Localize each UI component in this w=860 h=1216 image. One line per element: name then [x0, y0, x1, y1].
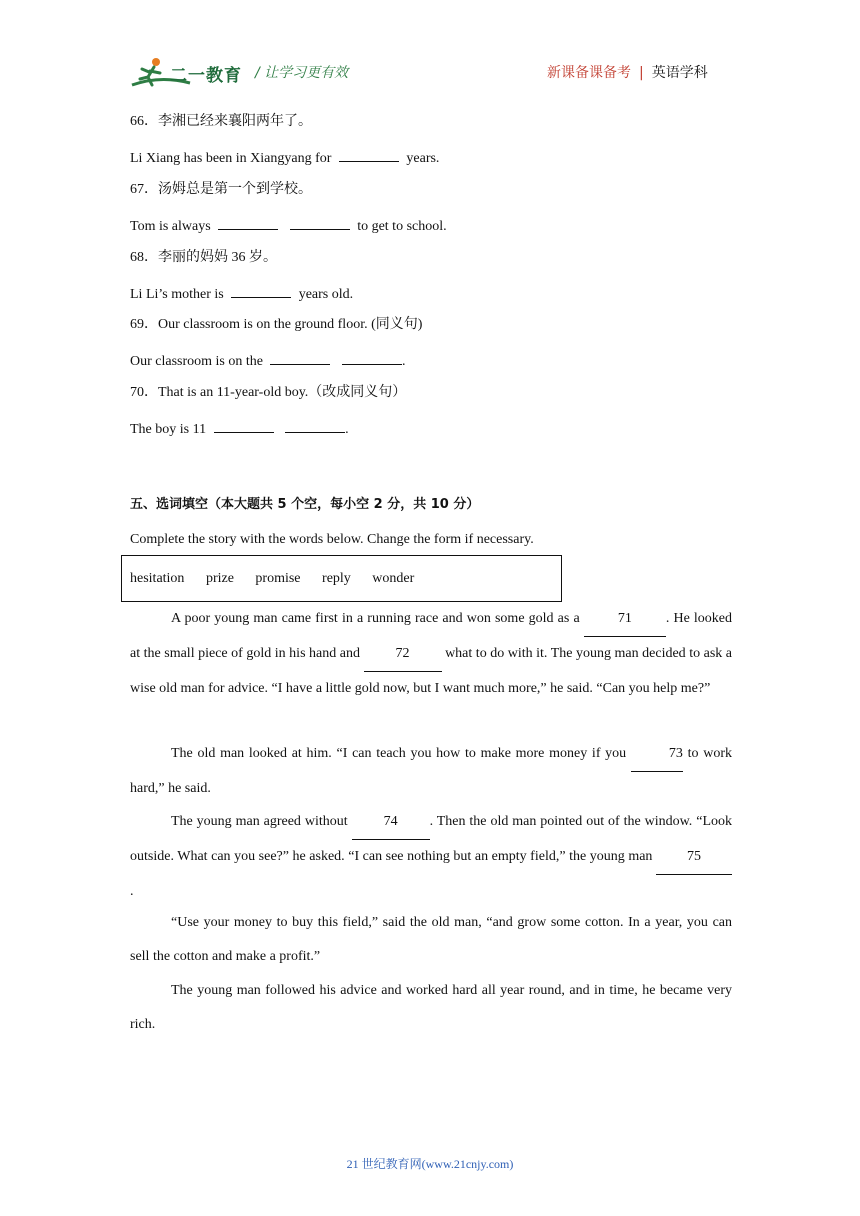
paragraph-text: The young man agreed without [171, 814, 348, 829]
story-paragraph-1 [130, 602, 732, 706]
question-66-en [130, 147, 439, 168]
word-bank-list [130, 571, 432, 587]
question-70-en-before: The boy is 11 [130, 422, 207, 437]
story-paragraph-5 [130, 974, 732, 1042]
page-footer: 21 世纪教育网(www.21cnjy.com) [346, 1157, 514, 1171]
question-66-en-before: Li Xiang has been in Xiangyang for [130, 151, 332, 166]
question-68-en-after: years old. [298, 287, 354, 302]
word-bank-item: reply [322, 571, 351, 586]
question-67-en-after: to get to school. [357, 219, 447, 234]
blank-75[interactable]: 75 [656, 840, 732, 875]
story-paragraph-3 [130, 805, 732, 909]
answer-blank[interactable] [231, 283, 291, 298]
blank-74[interactable]: 74 [352, 805, 430, 840]
paragraph-text: The young man followed his advice and worked hard all year round, and in time, he became very rich. [130, 983, 732, 1032]
section-5-title: 五、选词填空（本大题共 5 个空，每小空 2 分，共 10 分） [130, 497, 480, 512]
question-69-en [130, 350, 405, 371]
story-paragraph-2 [130, 737, 732, 806]
question-69-en-after: . [401, 354, 406, 369]
question-68-en-before: Li Li’s mother is [130, 287, 224, 302]
question-70-en-after: . [345, 422, 349, 437]
header-separator: | [639, 65, 644, 81]
question-66-en-after: years. [406, 151, 440, 166]
paragraph-text: “Use your money to buy this field,” said the old man, “and grow some cotton. In a year, you can sell the cotton and make a profit.” [130, 915, 732, 964]
paragraph-text: . Then the old man pointed out of the window. “Look outside. What can you see?” he asked. “I can see nothing but an empty field,” the young man [130, 814, 732, 864]
section-5-instruction: Complete the story with the words below. Change the form if necessary. [130, 532, 534, 547]
question-67-en-before: Tom is always [130, 219, 211, 234]
word-bank [121, 555, 562, 602]
answer-blank[interactable] [342, 350, 402, 365]
header-right [547, 62, 708, 82]
question-69-cn: 69．Our classroom is on the ground floor. (同义句) [130, 317, 423, 332]
word-bank-item: wonder [372, 571, 415, 586]
answer-blank[interactable] [290, 215, 350, 230]
logo-text: 二一教育 [170, 66, 242, 86]
question-70-en [130, 418, 349, 439]
slogan: / 让学习更有效 [255, 65, 349, 81]
word-bank-item: prize [205, 571, 234, 586]
word-bank-item: hesitation [130, 571, 185, 586]
question-66-cn: 66．李湘已经来襄阳两年了。 [130, 114, 312, 129]
answer-blank[interactable] [339, 147, 399, 162]
paragraph-text: . He looked at the small piece of gold in his hand and [130, 611, 733, 661]
story-paragraph-4 [130, 906, 732, 974]
paragraph-text: . [130, 884, 134, 899]
answer-blank[interactable] [214, 418, 274, 433]
header-course-label: 新课备课备考 [547, 65, 631, 81]
question-70-cn: 70．That is an 11-year-old boy.（改成同义句） [130, 385, 407, 400]
paragraph-text: A poor young man came first in a running race and won some gold as a [171, 611, 580, 626]
header-subject: 英语学科 [651, 65, 708, 81]
question-69-en-before: Our classroom is on the [130, 354, 263, 369]
question-68-cn: 68．李丽的妈妈 36 岁。 [130, 250, 277, 265]
blank-71[interactable]: 71 [584, 602, 666, 637]
page-header [0, 0, 860, 100]
question-67-en [130, 215, 447, 236]
blank-72[interactable]: 72 [364, 637, 442, 672]
paragraph-text: to work hard,” he said. [130, 746, 732, 796]
question-67-cn: 67．汤姆总是第一个到学校。 [130, 182, 312, 197]
question-68-en [130, 283, 353, 304]
answer-blank[interactable] [218, 215, 278, 230]
paragraph-text: what to do with it. The young man decided to ask a wise old man for advice. “I have a little gold now, but I want much more,” he said. “Can you help me?” [130, 646, 733, 696]
answer-blank[interactable] [285, 418, 345, 433]
answer-blank[interactable] [270, 350, 330, 365]
paragraph-text: The old man looked at him. “I can teach you how to make more money if you [171, 746, 627, 761]
word-bank-item: promise [255, 571, 301, 586]
blank-73[interactable]: 73 [631, 737, 683, 772]
